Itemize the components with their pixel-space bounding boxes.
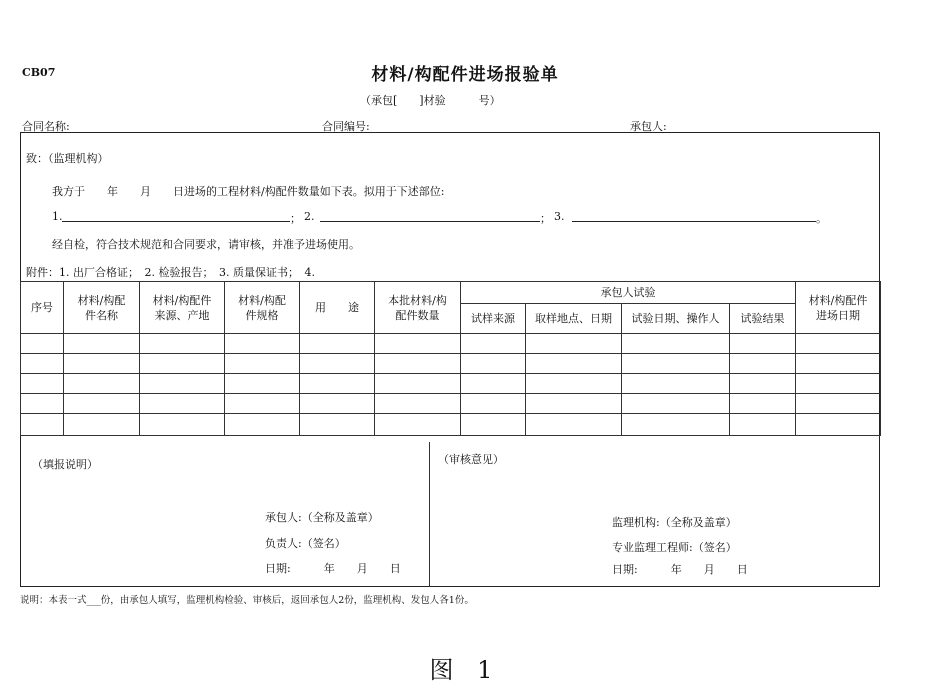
table-cell[interactable] bbox=[526, 374, 622, 394]
table-cell[interactable] bbox=[225, 354, 300, 374]
table-cell[interactable] bbox=[300, 354, 375, 374]
table-cell[interactable] bbox=[730, 414, 796, 436]
part-1-field[interactable] bbox=[62, 221, 290, 222]
col-header-source: 材料/构配件 来源、产地 bbox=[140, 282, 225, 334]
table-cell[interactable] bbox=[622, 394, 730, 414]
addressee: 致：（监理机构） bbox=[26, 152, 109, 165]
responsible-sign-label[interactable]: 负责人:（签名） bbox=[265, 537, 346, 550]
part-2-field[interactable] bbox=[320, 221, 540, 222]
part-1-sep: ； bbox=[290, 212, 301, 225]
table-cell[interactable] bbox=[64, 374, 140, 394]
footnote: 说明：本表一式___份，由承包人填写，监理机构检验、审核后，返回承包人2份，监理机构、发包人各1份。 bbox=[20, 595, 474, 606]
table-cell[interactable] bbox=[140, 334, 225, 354]
table-cell[interactable] bbox=[21, 374, 64, 394]
table-cell[interactable] bbox=[225, 394, 300, 414]
col-header-seq: 序号 bbox=[21, 282, 64, 334]
col-header-sample-place: 取样地点、日期 bbox=[526, 304, 622, 334]
table-cell[interactable] bbox=[622, 414, 730, 436]
table-cell[interactable] bbox=[225, 374, 300, 394]
col-header-entry-date: 材料/构配件 进场日期 bbox=[796, 282, 881, 334]
table-cell[interactable] bbox=[140, 414, 225, 436]
table-cell[interactable] bbox=[375, 334, 461, 354]
part-3-label: 3. bbox=[554, 210, 565, 223]
table-row bbox=[21, 414, 881, 436]
contractor-label: 承包人: bbox=[630, 120, 667, 133]
supervisor-date-label[interactable]: 日期: 年 月 日 bbox=[612, 563, 748, 576]
figure-caption: 图 1 bbox=[429, 656, 501, 684]
contract-no-label: 合同编号: bbox=[322, 120, 370, 133]
table-cell[interactable] bbox=[461, 414, 526, 436]
table-cell[interactable] bbox=[225, 334, 300, 354]
table-cell[interactable] bbox=[796, 394, 881, 414]
fill-note-label: （填报说明） bbox=[32, 458, 98, 471]
part-1-label: 1. bbox=[52, 210, 63, 223]
table-cell[interactable] bbox=[140, 374, 225, 394]
table-cell[interactable] bbox=[21, 354, 64, 374]
table-cell[interactable] bbox=[730, 394, 796, 414]
table-cell[interactable] bbox=[300, 334, 375, 354]
table-cell[interactable] bbox=[300, 374, 375, 394]
table-cell[interactable] bbox=[526, 394, 622, 414]
col-header-name: 材料/构配 件名称 bbox=[64, 282, 140, 334]
table-cell[interactable] bbox=[300, 414, 375, 436]
table-cell[interactable] bbox=[375, 374, 461, 394]
table-cell[interactable] bbox=[730, 354, 796, 374]
form-code: CB07 bbox=[22, 66, 56, 79]
form-title: 材料/构配件进场报验单 bbox=[371, 65, 559, 85]
part-3-field[interactable] bbox=[572, 221, 816, 222]
table-cell[interactable] bbox=[64, 354, 140, 374]
col-header-use: 用 途 bbox=[300, 282, 375, 334]
table-row bbox=[21, 374, 881, 394]
table-cell[interactable] bbox=[375, 414, 461, 436]
contractor-date-label[interactable]: 日期: 年 月 日 bbox=[265, 562, 401, 575]
form-subtitle: （承包[ ]材验 号） bbox=[360, 94, 501, 107]
contractor-sign-label[interactable]: 承包人:（全称及盖章） bbox=[265, 511, 379, 524]
table-cell[interactable] bbox=[140, 394, 225, 414]
table-row bbox=[21, 354, 881, 374]
table-cell[interactable] bbox=[21, 414, 64, 436]
table-cell[interactable] bbox=[622, 374, 730, 394]
table-cell[interactable] bbox=[21, 394, 64, 414]
col-header-spec: 材料/构配 件规格 bbox=[225, 282, 300, 334]
table-cell[interactable] bbox=[140, 354, 225, 374]
col-header-test-date: 试验日期、操作人 bbox=[622, 304, 730, 334]
review-opinion-label: （审核意见） bbox=[438, 453, 504, 466]
table-cell[interactable] bbox=[225, 414, 300, 436]
materials-table bbox=[20, 281, 881, 436]
table-cell[interactable] bbox=[526, 334, 622, 354]
table-cell[interactable] bbox=[730, 334, 796, 354]
table-cell[interactable] bbox=[730, 374, 796, 394]
supervisor-org-sign-label[interactable]: 监理机构:（全称及盖章） bbox=[612, 516, 737, 529]
part-2-label: 2. bbox=[304, 210, 315, 223]
table-cell[interactable] bbox=[796, 374, 881, 394]
table-cell[interactable] bbox=[796, 414, 881, 436]
table-cell[interactable] bbox=[796, 334, 881, 354]
col-header-qty: 本批材料/构 配件数量 bbox=[375, 282, 461, 334]
bottom-divider bbox=[429, 442, 430, 587]
col-group-contractor-test: 承包人试验 bbox=[461, 282, 796, 304]
part-3-sep: 。 bbox=[816, 212, 827, 225]
table-cell[interactable] bbox=[461, 354, 526, 374]
table-cell[interactable] bbox=[461, 374, 526, 394]
table-cell[interactable] bbox=[526, 414, 622, 436]
table-row bbox=[21, 334, 881, 354]
col-header-sample-source: 试样来源 bbox=[461, 304, 526, 334]
table-row bbox=[21, 394, 881, 414]
table-cell[interactable] bbox=[526, 354, 622, 374]
table-cell[interactable] bbox=[64, 414, 140, 436]
part-2-sep: ； bbox=[540, 212, 551, 225]
table-cell[interactable] bbox=[64, 334, 140, 354]
table-cell[interactable] bbox=[622, 354, 730, 374]
table-cell[interactable] bbox=[21, 334, 64, 354]
contract-name-label: 合同名称: bbox=[22, 120, 70, 133]
self-check-text: 经自检，符合技术规范和合同要求，请审核，并准予进场使用。 bbox=[52, 238, 360, 251]
col-header-test-result: 试验结果 bbox=[730, 304, 796, 334]
attachments-text: 附件：1. 出厂合格证； 2. 检验报告； 3. 质量保证书； 4. bbox=[26, 266, 315, 279]
table-cell[interactable] bbox=[375, 354, 461, 374]
table-cell[interactable] bbox=[461, 394, 526, 414]
intro-text: 我方于 年 月 日进场的工程材料/构配件数量如下表。拟用于下述部位: bbox=[52, 185, 445, 198]
supervisor-engineer-sign-label[interactable]: 专业监理工程师:（签名） bbox=[612, 541, 737, 554]
table-cell[interactable] bbox=[375, 394, 461, 414]
table-cell[interactable] bbox=[64, 394, 140, 414]
table-cell[interactable] bbox=[622, 334, 730, 354]
table-cell[interactable] bbox=[461, 334, 526, 354]
table-cell[interactable] bbox=[796, 354, 881, 374]
table-cell[interactable] bbox=[300, 394, 375, 414]
